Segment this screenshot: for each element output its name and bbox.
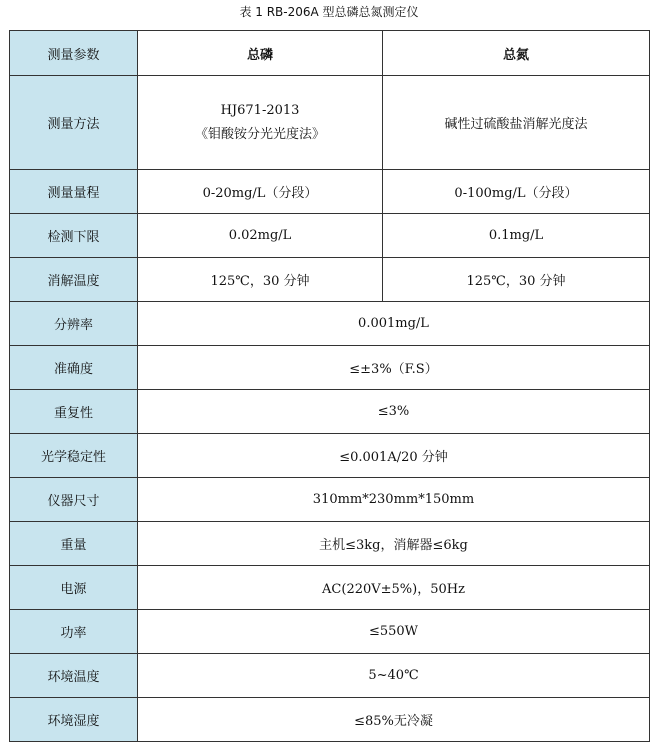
row-label: 检测下限 — [10, 214, 138, 258]
table-row — [10, 214, 650, 258]
tp-value: 0.02mg/L — [138, 214, 383, 258]
shared-value: ≤3% — [138, 390, 650, 434]
table-row — [10, 302, 650, 346]
table-row — [10, 346, 650, 390]
row-label: 消解温度 — [10, 258, 138, 302]
shared-value: AC(220V±5%)，50Hz — [138, 566, 650, 610]
row-label: 分辨率 — [10, 302, 138, 346]
table-row — [10, 478, 650, 522]
table-row — [10, 610, 650, 654]
table-row — [10, 258, 650, 302]
table-caption: 表 1 RB-206A 型总磷总氮测定仪 — [239, 5, 419, 19]
spec-table — [9, 30, 650, 742]
shared-value: 主机≤3kg，消解器≤6kg — [138, 522, 650, 566]
header-param: 测量参数 — [10, 31, 138, 76]
table-row — [10, 522, 650, 566]
row-label: 测量量程 — [10, 170, 138, 214]
row-label: 重复性 — [10, 390, 138, 434]
tp-value: 0-20mg/L（分段） — [138, 170, 383, 214]
tn-value: 0-100mg/L（分段） — [383, 170, 650, 214]
shared-value: ≤0.001A/20 分钟 — [138, 434, 650, 478]
shared-value: 310mm*230mm*150mm — [138, 478, 650, 522]
tp-method-name: 《钼酸铵分光光度法》 — [194, 126, 325, 142]
tn-value: 0.1mg/L — [383, 214, 650, 258]
row-label: 准确度 — [10, 346, 138, 390]
shared-value: ≤85%无冷凝 — [138, 698, 650, 742]
row-label: 重量 — [10, 522, 138, 566]
row-label: 光学稳定性 — [10, 434, 138, 478]
table-row — [10, 76, 650, 170]
shared-value: 0.001mg/L — [138, 302, 650, 346]
table-header-row — [10, 31, 650, 76]
shared-value: 5~40℃ — [138, 654, 650, 698]
row-label: 环境湿度 — [10, 698, 138, 742]
header-total-phosphorus: 总磷 — [138, 31, 383, 76]
shared-value: ≤550W — [138, 610, 650, 654]
table-row — [10, 434, 650, 478]
tp-method-standard: HJ671-2013 — [220, 102, 300, 118]
header-total-nitrogen: 总氮 — [383, 31, 650, 76]
table-row — [10, 170, 650, 214]
tp-value: 125℃，30 分钟 — [138, 258, 383, 302]
tp-method-cell — [138, 76, 383, 170]
table-row — [10, 390, 650, 434]
row-label: 电源 — [10, 566, 138, 610]
table-row — [10, 654, 650, 698]
table-row — [10, 698, 650, 742]
table-row — [10, 566, 650, 610]
tn-value: 125℃，30 分钟 — [383, 258, 650, 302]
row-label: 仪器尺寸 — [10, 478, 138, 522]
row-label: 测量方法 — [10, 76, 138, 170]
row-label: 环境温度 — [10, 654, 138, 698]
shared-value: ≤±3%（F.S） — [138, 346, 650, 390]
tn-method: 碱性过硫酸盐消解光度法 — [383, 76, 650, 170]
row-label: 功率 — [10, 610, 138, 654]
